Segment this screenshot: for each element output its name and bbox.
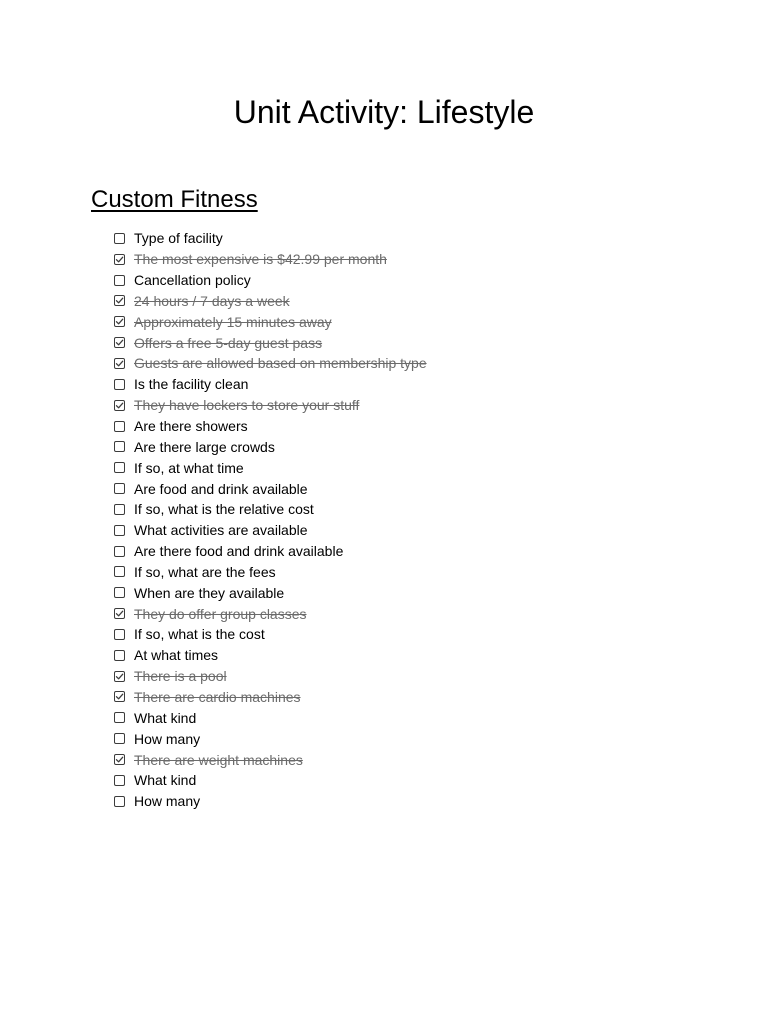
checkbox[interactable] xyxy=(114,775,125,786)
checklist-item xyxy=(114,520,427,541)
checkmark-icon xyxy=(115,609,124,618)
section-heading: Custom Fitness xyxy=(91,186,258,213)
checklist-item xyxy=(114,311,427,332)
checklist-item-label: Guests are allowed based on membership type xyxy=(134,355,427,372)
checkmark-icon xyxy=(115,755,124,764)
checkbox[interactable] xyxy=(114,254,125,265)
checklist-item xyxy=(114,270,427,291)
checklist-item-label: Are food and drink available xyxy=(134,480,308,497)
checklist-item-label: 24 hours / 7 days a week xyxy=(134,292,290,309)
checkmark-icon xyxy=(115,338,124,347)
checkbox[interactable] xyxy=(114,275,125,286)
checkmark-icon xyxy=(115,317,124,326)
checklist-item xyxy=(114,478,427,499)
checklist-item xyxy=(114,374,427,395)
checklist-item-label: How many xyxy=(134,793,201,810)
checkbox[interactable] xyxy=(114,650,125,661)
checklist xyxy=(114,228,427,812)
checkbox[interactable] xyxy=(114,379,125,390)
checklist-item-label: Are there showers xyxy=(134,418,248,435)
checklist-item xyxy=(114,624,427,645)
checklist-item xyxy=(114,436,427,457)
checklist-item xyxy=(114,291,427,312)
checklist-item-label: What kind xyxy=(134,772,197,789)
checkbox[interactable] xyxy=(114,754,125,765)
document-title: Unit Activity: Lifestyle xyxy=(233,94,535,130)
checklist-item-label: How many xyxy=(134,730,201,747)
checklist-item xyxy=(114,541,427,562)
checkbox[interactable] xyxy=(114,525,125,536)
checklist-item-label: If so, what is the relative cost xyxy=(134,501,314,518)
checkbox[interactable] xyxy=(114,587,125,598)
checkbox[interactable] xyxy=(114,441,125,452)
checklist-item xyxy=(114,582,427,603)
checkbox[interactable] xyxy=(114,421,125,432)
checkbox[interactable] xyxy=(114,233,125,244)
checkmark-icon xyxy=(115,692,124,701)
checklist-item xyxy=(114,249,427,270)
checkbox[interactable] xyxy=(114,733,125,744)
checkbox[interactable] xyxy=(114,337,125,348)
checklist-item xyxy=(114,645,427,666)
checklist-item xyxy=(114,457,427,478)
checkbox[interactable] xyxy=(114,483,125,494)
checkbox[interactable] xyxy=(114,400,125,411)
checkmark-icon xyxy=(115,672,124,681)
checklist-item xyxy=(114,353,427,374)
checklist-item-label: Approximately 15 minutes away xyxy=(134,313,332,330)
checklist-item-label: Is the facility clean xyxy=(134,376,249,393)
checkbox[interactable] xyxy=(114,566,125,577)
checkbox[interactable] xyxy=(114,504,125,515)
checkbox[interactable] xyxy=(114,608,125,619)
checklist-item xyxy=(114,499,427,520)
checklist-item-label: Are there food and drink available xyxy=(134,543,344,560)
checklist-item xyxy=(114,603,427,624)
checklist-item-label: There is a pool xyxy=(134,668,227,685)
checklist-item-label: What kind xyxy=(134,709,197,726)
checklist-item xyxy=(114,416,427,437)
checklist-item xyxy=(114,395,427,416)
checklist-item xyxy=(114,332,427,353)
checkbox[interactable] xyxy=(114,691,125,702)
checklist-item-label: Type of facility xyxy=(134,230,223,247)
checkbox[interactable] xyxy=(114,462,125,473)
checkmark-icon xyxy=(115,255,124,264)
checklist-item xyxy=(114,770,427,791)
checklist-item-label: Cancellation policy xyxy=(134,272,251,289)
checklist-item-label: They do offer group classes xyxy=(134,605,307,622)
checklist-item-label: At what times xyxy=(134,647,219,664)
checkbox[interactable] xyxy=(114,358,125,369)
checklist-item xyxy=(114,228,427,249)
checklist-item-label: When are they available xyxy=(134,584,285,601)
checklist-item xyxy=(114,687,427,708)
checkbox[interactable] xyxy=(114,671,125,682)
checklist-item xyxy=(114,749,427,770)
checkmark-icon xyxy=(115,296,124,305)
checkbox[interactable] xyxy=(114,629,125,640)
checklist-item xyxy=(114,728,427,749)
checklist-item-label: The most expensive is $42.99 per month xyxy=(134,251,387,268)
checkbox[interactable] xyxy=(114,316,125,327)
checkmark-icon xyxy=(115,359,124,368)
checklist-item-label: If so, what are the fees xyxy=(134,563,276,580)
checklist-item-label: Offers a free 5-day guest pass xyxy=(134,334,323,351)
checklist-item xyxy=(114,562,427,583)
checklist-item xyxy=(114,707,427,728)
checklist-item-label: If so, at what time xyxy=(134,459,244,476)
checkbox[interactable] xyxy=(114,796,125,807)
checklist-item-label: If so, what is the cost xyxy=(134,626,265,643)
checklist-item-label: Are there large crowds xyxy=(134,438,275,455)
checklist-item-label: What activities are available xyxy=(134,522,308,539)
checkbox[interactable] xyxy=(114,546,125,557)
checklist-item-label: There are cardio machines xyxy=(134,688,301,705)
checkmark-icon xyxy=(115,401,124,410)
checklist-item xyxy=(114,791,427,812)
checklist-item-label: There are weight machines xyxy=(134,751,303,768)
checklist-item-label: They have lockers to store your stuff xyxy=(134,397,360,414)
checkbox[interactable] xyxy=(114,712,125,723)
checklist-item xyxy=(114,666,427,687)
checkbox[interactable] xyxy=(114,295,125,306)
